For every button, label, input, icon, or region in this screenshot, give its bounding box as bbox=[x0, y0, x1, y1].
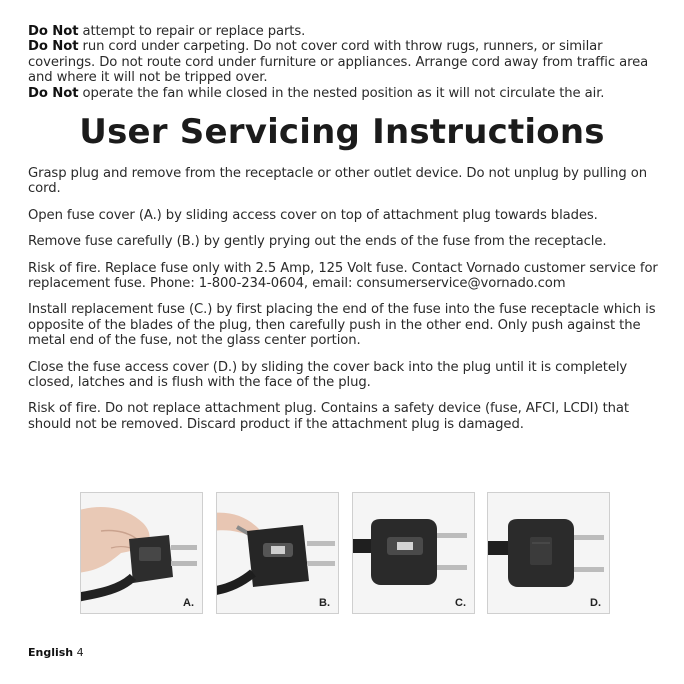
page-number: 4 bbox=[76, 646, 84, 659]
photo-d-label: D. bbox=[590, 597, 601, 609]
page-title: User Servicing Instructions bbox=[79, 112, 605, 152]
warning-label: Do Not bbox=[28, 39, 79, 55]
warning-cord bbox=[28, 39, 658, 85]
plug-fuse-install-photo bbox=[353, 493, 474, 613]
photo-b-label: B. bbox=[319, 597, 330, 609]
warning-nested bbox=[28, 86, 658, 101]
photo-c bbox=[352, 492, 475, 614]
photo-a-label: A. bbox=[183, 597, 194, 609]
plug-cover-closed-photo bbox=[488, 493, 609, 613]
warning-label: Do Not bbox=[28, 85, 79, 101]
instruction-risk-of-fire: Risk of fire. Do not replace attachment plug. Contains a safety device (fuse, AFCI, LCDI) that should not be removed. Discard product if the attachment plug is damaged. bbox=[28, 401, 629, 432]
instruction-remove-fuse: Remove fuse carefully (B.) by gently prying out the ends of the fuse from the receptacle. bbox=[28, 234, 607, 250]
photo-c-label: C. bbox=[455, 597, 466, 609]
warning-text: attempt to repair or replace parts. bbox=[78, 24, 306, 39]
instruction-close-cover: Close the fuse access cover (D.) by sliding the cover back into the plug until it is completely closed, latches and is flush with the face of the plug. bbox=[28, 359, 628, 391]
instruction-install-fuse: Install replacement fuse (C.) by first placing the end of the fuse into the fuse receptacle which is opposite of the blades of the plug, then carefully push in the other end. Only push against the metal end of the fuse, not the glass center portion. bbox=[28, 302, 656, 349]
photo-strip bbox=[80, 492, 608, 614]
photo-b bbox=[216, 492, 339, 614]
warning-text: run cord under carpeting. Do not cover cord with throw rugs, runners, or similar coverings. Do not route cord under furniture or appliances. Arrange cord away from traffic area and where it will not be tripped over. bbox=[28, 39, 649, 86]
page-footer bbox=[28, 646, 84, 659]
warnings-block bbox=[28, 24, 658, 101]
plug-hand-slide-cover-photo bbox=[81, 493, 202, 613]
warning-label: Do Not bbox=[28, 24, 79, 39]
plug-fuse-removal-photo bbox=[217, 493, 338, 613]
instruction-unplug: Grasp plug and remove from the receptacle or other outlet device. Do not unplug by pulling on cord. bbox=[28, 166, 648, 197]
instructions-list bbox=[28, 166, 658, 443]
footer-language: English bbox=[28, 646, 74, 659]
warning-text: operate the fan while closed in the nested position as it will not circulate the air. bbox=[78, 85, 605, 101]
instruction-fuse-rating: Risk of fire. Replace fuse only with 2.5 Amp, 125 Volt fuse. Contact Vornado customer service for replacement fuse. Phone: 1-800-234-0604, email: consumerservice@vornado.com bbox=[28, 260, 658, 292]
warning-repair bbox=[28, 24, 658, 39]
photo-a bbox=[80, 492, 203, 614]
photo-d bbox=[487, 492, 610, 614]
instruction-open-cover: Open fuse cover (A.) by sliding access cover on top of attachment plug towards blades. bbox=[28, 207, 598, 223]
